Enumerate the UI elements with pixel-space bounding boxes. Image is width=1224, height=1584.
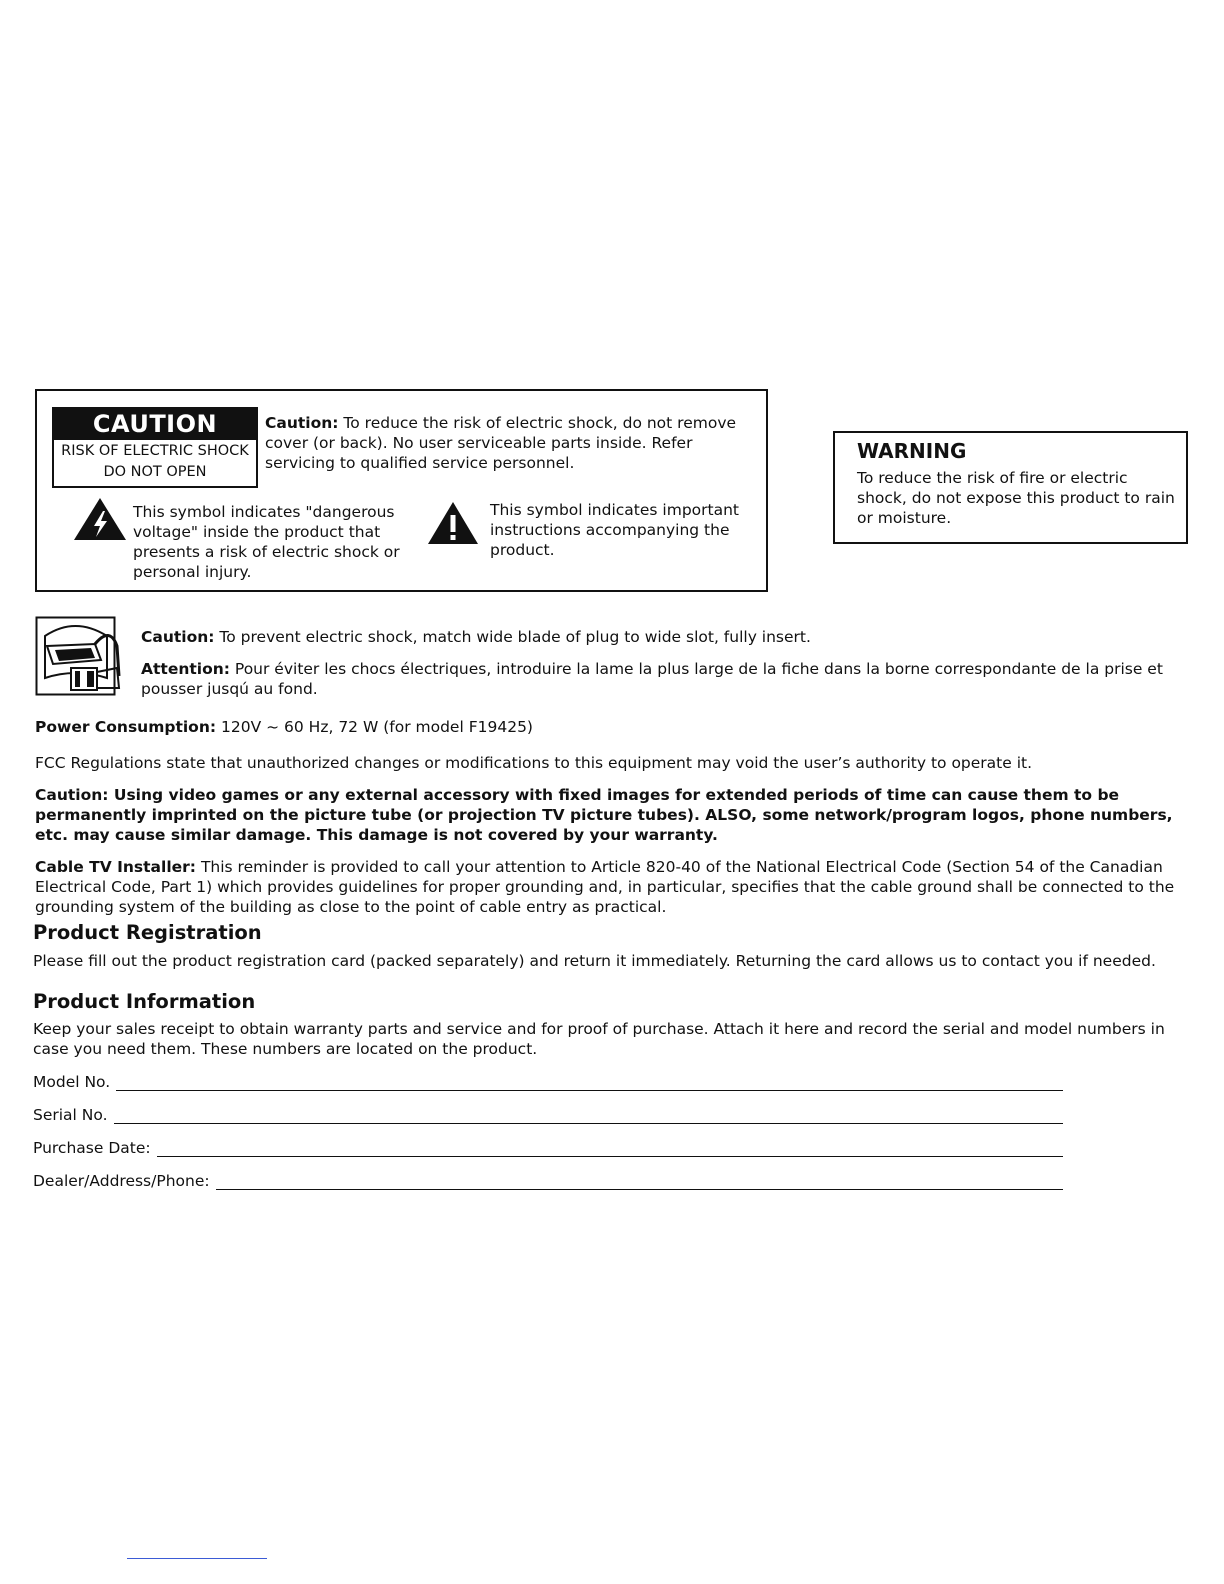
footer-rule [127,1558,267,1559]
registration-title: Product Registration [33,921,262,944]
plug-attention-body: Pour éviter les chocs électriques, introduire la lame la plus large de la fiche dans la borne correspondante de la prise et pousser jusqú au fond. [141,660,1163,698]
caution-label-line1: RISK OF ELECTRIC SHOCK [61,443,249,459]
warning-title: WARNING [857,439,967,463]
serial-number-field[interactable] [33,1102,1063,1124]
warning-box [833,431,1188,544]
power-body: 120V ~ 60 Hz, 72 W (for model F19425) [221,718,533,736]
plug-caution-body: To prevent electric shock, match wide blade of plug to wide slot, fully insert. [219,628,811,646]
caution-label-head: CAUTION [54,409,256,440]
plug-caution [141,627,1181,647]
dealer-field[interactable] [33,1168,1063,1190]
exclamation-warning-icon [426,500,480,546]
model-number-field[interactable] [33,1069,1063,1091]
fcc-text: FCC Regulations state that unauthorized changes or modifications to this equipment may void the user’s authority to operate it. [35,754,1033,772]
power-consumption [35,717,1185,737]
plug-attention-lead: Attention: [141,660,230,678]
warning-text: To reduce the risk of fire or electric shock, do not expose this product to rain or moisture. [857,469,1175,527]
cable-body: This reminder is provided to call your attention to Article 820-40 of the National Electrical Code (Section 54 of the Canadian Electrical Code, Part 1) which provides guidelines for proper grounding and, in particular, specifies that the cable ground shall be connected to the grounding system of the building as close to the point of cable entry as practical. [35,858,1175,916]
model-number-label: Model No. [33,1073,111,1091]
plug-caution-lead: Caution: [141,628,215,646]
polarized-plug-icon [35,616,125,698]
serial-number-line [114,1108,1063,1124]
serial-number-label: Serial No. [33,1106,108,1124]
plug-attention [141,659,1181,699]
caution-body: To reduce the risk of electric shock, do not remove cover (or back). No user serviceable parts inside. Refer servicing to qualified service personnel. [265,414,737,472]
caution-text [265,413,750,473]
information-title: Product Information [33,990,256,1013]
purchase-date-line [157,1141,1063,1157]
registration-text: Please fill out the product registration card (packed separately) and return it immediately. Returning the card allows us to contact you if needed. [33,952,1156,970]
dealer-label: Dealer/Address/Phone: [33,1172,210,1190]
lightning-warning-icon [72,496,128,542]
purchase-date-field[interactable] [33,1135,1063,1157]
cable-lead: Cable TV Installer: [35,858,196,876]
cable-installer-note [35,857,1185,917]
instructions-symbol-text: This symbol indicates important instructions accompanying the product. [490,501,739,559]
model-number-line [116,1075,1063,1091]
dealer-line [216,1174,1063,1190]
power-lead: Power Consumption: [35,718,217,736]
purchase-date-label: Purchase Date: [33,1139,151,1157]
voltage-symbol-text: This symbol indicates "dangerous voltage" inside the product that presents a risk of electric shock or personal injury. [133,503,400,581]
caution-label [52,407,258,488]
caution-label-line2: DO NOT OPEN [103,464,207,480]
image-burn-caution: Caution: Using video games or any external accessory with fixed images for extended periods of time can cause them to be permanently imprinted on the picture tube (or projection TV picture tubes). ALSO, some network/program logos, phone numbers, etc. may cause similar damage. This damage is not covered by your warranty. [35,786,1173,844]
caution-lead: Caution: [265,414,339,432]
information-text: Keep your sales receipt to obtain warranty parts and service and for proof of purchase. Attach it here and record the serial and model numbers in case you need them. These numbers are located on the product. [33,1020,1165,1058]
